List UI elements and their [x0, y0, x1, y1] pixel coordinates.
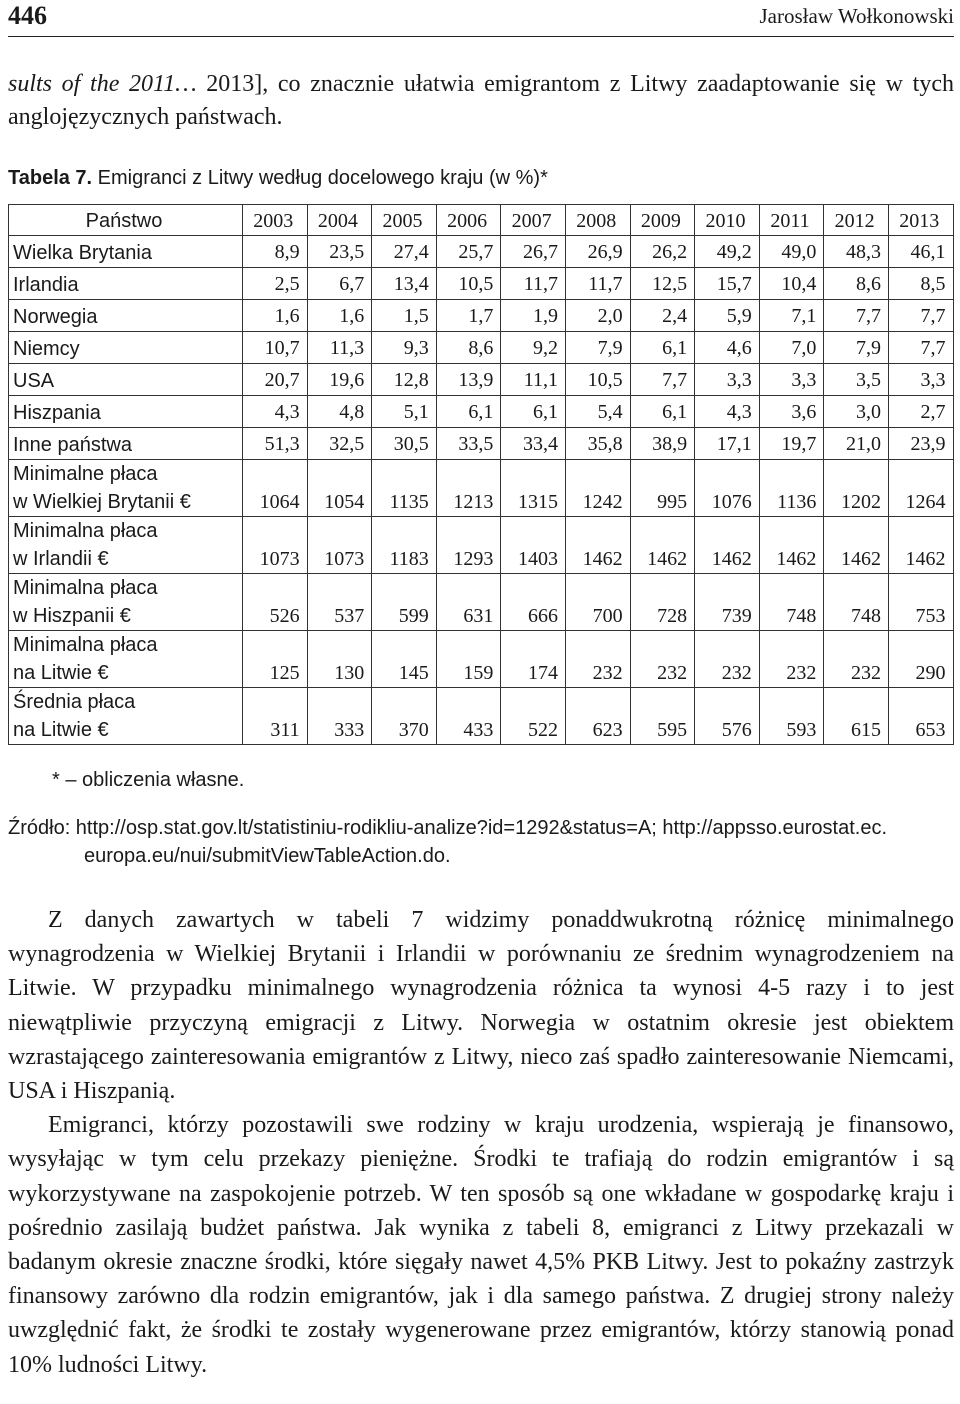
- table-cell: 748: [759, 574, 824, 631]
- country-label: Norwegia: [9, 300, 243, 332]
- wage-label-line-2: w Wielkiej Brytanii €: [13, 491, 191, 513]
- table-cell: 33,5: [436, 428, 501, 460]
- table-row: [9, 268, 954, 300]
- table-cell: 125: [243, 631, 308, 688]
- table-cell: 3,3: [695, 364, 760, 396]
- table-header-year: 2013: [888, 205, 953, 236]
- wage-label-line-2: w Hiszpanii €: [13, 605, 131, 627]
- table-cell: 1242: [565, 460, 630, 517]
- table-row: [9, 364, 954, 396]
- table-cell: 631: [436, 574, 501, 631]
- table-cell: 49,0: [759, 236, 824, 268]
- wage-label-line-1: Minimalna płaca: [13, 520, 158, 542]
- wage-label: [9, 517, 243, 574]
- wage-label-line-2: na Litwie €: [13, 719, 109, 741]
- table-header-year: 2012: [824, 205, 889, 236]
- table-cell: 1,5: [372, 300, 437, 332]
- table-cell: 1183: [372, 517, 437, 574]
- table-cell: 6,1: [436, 396, 501, 428]
- table-cell: 6,1: [501, 396, 566, 428]
- table-cell: 1054: [307, 460, 372, 517]
- table-cell: 159: [436, 631, 501, 688]
- table-cell: 174: [501, 631, 566, 688]
- table-cell: 8,6: [824, 268, 889, 300]
- table-cell: 3,6: [759, 396, 824, 428]
- table-cell: 33,4: [501, 428, 566, 460]
- country-label: USA: [9, 364, 243, 396]
- table-cell: 15,7: [695, 268, 760, 300]
- table-cell: 1,9: [501, 300, 566, 332]
- table-cell: 1202: [824, 460, 889, 517]
- table-header-year: 2007: [501, 205, 566, 236]
- table-cell: 700: [565, 574, 630, 631]
- table-cell: 1462: [565, 517, 630, 574]
- wage-label-line-2: na Litwie €: [13, 662, 109, 684]
- table-cell: 7,7: [630, 364, 695, 396]
- source-line-1: Źródło: http://osp.stat.gov.lt/statistiniu-rodikliu-analize?id=1292&status=A; http://appsso.eurostat.ec.: [8, 817, 888, 839]
- table-cell: 2,5: [243, 268, 308, 300]
- table-cell: 9,2: [501, 332, 566, 364]
- wage-label-line-1: Minimalna płaca: [13, 577, 158, 599]
- table-cell: 21,0: [824, 428, 889, 460]
- table-row: [9, 396, 954, 428]
- table-cell: 7,7: [888, 332, 953, 364]
- wage-label: [9, 460, 243, 517]
- table-cell: 1462: [695, 517, 760, 574]
- table-cell: 4,3: [695, 396, 760, 428]
- table-header-row: [9, 205, 954, 236]
- wage-label-line-1: Średnia płaca: [13, 691, 136, 713]
- table-cell: 11,1: [501, 364, 566, 396]
- table-cell: 38,9: [630, 428, 695, 460]
- table-cell: 8,5: [888, 268, 953, 300]
- table-cell: 623: [565, 688, 630, 745]
- table-cell: 46,1: [888, 236, 953, 268]
- table-cell: 4,3: [243, 396, 308, 428]
- table-cell: 593: [759, 688, 824, 745]
- table-cell: 19,7: [759, 428, 824, 460]
- table-cell: 11,7: [565, 268, 630, 300]
- table-row: [9, 300, 954, 332]
- table-cell: 6,7: [307, 268, 372, 300]
- table-cell: 10,5: [565, 364, 630, 396]
- country-label: Hiszpania: [9, 396, 243, 428]
- country-label: Irlandia: [9, 268, 243, 300]
- table-cell: 12,8: [372, 364, 437, 396]
- table-cell: 30,5: [372, 428, 437, 460]
- table-row: [9, 428, 954, 460]
- table-cell: 370: [372, 688, 437, 745]
- table-cell: 1,7: [436, 300, 501, 332]
- italic-title-fragment: sults of the 2011: [8, 71, 176, 97]
- table-cell: 130: [307, 631, 372, 688]
- table-cell: 1462: [759, 517, 824, 574]
- table-cell: 13,9: [436, 364, 501, 396]
- table-cell: 10,7: [243, 332, 308, 364]
- wage-row: [9, 574, 954, 631]
- table-cell: 995: [630, 460, 695, 517]
- table-header-year: 2006: [436, 205, 501, 236]
- table-cell: 11,3: [307, 332, 372, 364]
- table-cell: 1213: [436, 460, 501, 517]
- table-header-year: 2010: [695, 205, 760, 236]
- wage-label-line-1: Minimalne płaca: [13, 463, 158, 485]
- table-cell: 25,7: [436, 236, 501, 268]
- table-cell: 17,1: [695, 428, 760, 460]
- table-body: [9, 236, 954, 745]
- wage-label: [9, 574, 243, 631]
- table-row: [9, 332, 954, 364]
- table-cell: 3,3: [888, 364, 953, 396]
- table-cell: 4,6: [695, 332, 760, 364]
- paragraph: Emigranci, którzy pozostawili swe rodziny w kraju urodzenia, wspierają je finansowo, wysyłając w tym celu przekazy pieniężne. Środki te trafiają do rodzin emigrantów i są wykorzystywane na zaspokojenie potrzeb. W ten sposób są one wkładane w gospodarkę kraju i pośrednio zasilają budżet państwa. Jak wynika z tabeli 8, emigranci z Litwy przekazali w badanym okresie znaczne środki, które sięgały nawet 4,5% PKB Litwy. Jest to pokaźny zastrzyk finansowy zarówno dla rodzin emigrantów, jak i dla samego państwa. Z drugiej strony należy uwzględnić fakt, że środki te zostały wygenerowane przez emigrantów, którzy stanowią ponad 10% ludności Litwy.: [8, 1112, 954, 1378]
- wage-row: [9, 517, 954, 574]
- table-header-year: 2005: [372, 205, 437, 236]
- table-cell: 19,6: [307, 364, 372, 396]
- table-header-country: Państwo: [9, 205, 243, 236]
- country-label: Inne państwa: [9, 428, 243, 460]
- table-footnote: * – obliczenia własne.: [52, 769, 245, 791]
- paragraph: Z danych zawartych w tabeli 7 widzimy ponaddwukrotną różnicę minimalnego wynagrodzenia w Wielkiej Brytanii i Irlandii w porównaniu ze średnim wynagrodzeniem na Litwie. W przypadku minimalnego wynagrodzenia różnica ta wynosi 4-5 razy i to jest niewątpliwie przyczyną emigracji z Litwy. Norwegia w ostatnim okresie jest obiektem wzrastającego zainteresowania emigrantów z Litwy, nieco zaś spadło zainteresowanie Niemcami, USA i Hiszpanią.: [8, 907, 954, 1105]
- wage-row: [9, 688, 954, 745]
- table-cell: 7,0: [759, 332, 824, 364]
- table-cell: 23,9: [888, 428, 953, 460]
- table-cell: 1315: [501, 460, 566, 517]
- table-header-year: 2009: [630, 205, 695, 236]
- table-cell: 49,2: [695, 236, 760, 268]
- table-cell: 3,0: [824, 396, 889, 428]
- table-cell: 26,9: [565, 236, 630, 268]
- ellipsis: …: [175, 71, 197, 97]
- wage-label: [9, 631, 243, 688]
- table-cell: 5,4: [565, 396, 630, 428]
- table-cell: 7,9: [565, 332, 630, 364]
- table-cell: 1136: [759, 460, 824, 517]
- table-row: [9, 236, 954, 268]
- table-cell: 145: [372, 631, 437, 688]
- table-cell: 595: [630, 688, 695, 745]
- table-cell: 1462: [630, 517, 695, 574]
- table-cell: 5,1: [372, 396, 437, 428]
- table-cell: 20,7: [243, 364, 308, 396]
- table-cell: 7,7: [888, 300, 953, 332]
- table-cell: 333: [307, 688, 372, 745]
- table-cell: 1064: [243, 460, 308, 517]
- table-cell: 1264: [888, 460, 953, 517]
- table-cell: 3,5: [824, 364, 889, 396]
- source-line-2: europa.eu/nui/submitViewTableAction.do.: [84, 845, 451, 867]
- table-cell: 7,7: [824, 300, 889, 332]
- table-caption: [8, 164, 954, 192]
- table-cell: 2,4: [630, 300, 695, 332]
- table-cell: 11,7: [501, 268, 566, 300]
- wage-label-line-1: Minimalna płaca: [13, 634, 158, 656]
- table-cell: 26,7: [501, 236, 566, 268]
- table-cell: 1076: [695, 460, 760, 517]
- table-cell: 6,1: [630, 396, 695, 428]
- table-cell: 615: [824, 688, 889, 745]
- table-cell: 1073: [243, 517, 308, 574]
- table-header-year: 2003: [243, 205, 308, 236]
- table-cell: 311: [243, 688, 308, 745]
- table-cell: 26,2: [630, 236, 695, 268]
- table-cell: 576: [695, 688, 760, 745]
- table-cell: 1462: [824, 517, 889, 574]
- table-cell: 5,9: [695, 300, 760, 332]
- table-cell: 1462: [888, 517, 953, 574]
- page-number: 446: [8, 1, 47, 30]
- table-cell: 1073: [307, 517, 372, 574]
- table-cell: 753: [888, 574, 953, 631]
- table-cell: 6,1: [630, 332, 695, 364]
- table-cell: 526: [243, 574, 308, 631]
- table-cell: 232: [695, 631, 760, 688]
- continued-paragraph: [8, 68, 954, 134]
- table-header-year: 2008: [565, 205, 630, 236]
- wage-row: [9, 460, 954, 517]
- running-header-author: Jarosław Wołkonowski: [759, 4, 954, 28]
- wage-label: [9, 688, 243, 745]
- table-cell: 666: [501, 574, 566, 631]
- table-cell: 2,0: [565, 300, 630, 332]
- table-cell: 433: [436, 688, 501, 745]
- table-cell: 48,3: [824, 236, 889, 268]
- table-cell: 1293: [436, 517, 501, 574]
- table-cell: 232: [759, 631, 824, 688]
- table-cell: 10,5: [436, 268, 501, 300]
- table-cell: 232: [824, 631, 889, 688]
- table-cell: 12,5: [630, 268, 695, 300]
- table-cell: 32,5: [307, 428, 372, 460]
- table-cell: 4,8: [307, 396, 372, 428]
- table-cell: 23,5: [307, 236, 372, 268]
- table-cell: 13,4: [372, 268, 437, 300]
- wage-row: [9, 631, 954, 688]
- running-header: [8, 0, 954, 37]
- table-cell: 1403: [501, 517, 566, 574]
- table-cell: 8,6: [436, 332, 501, 364]
- table-cell: 1135: [372, 460, 437, 517]
- table-cell: 7,1: [759, 300, 824, 332]
- table-cell: 1,6: [307, 300, 372, 332]
- wage-label-line-2: w Irlandii €: [13, 548, 109, 570]
- table-cell: 537: [307, 574, 372, 631]
- table-cell: 51,3: [243, 428, 308, 460]
- table-cell: 599: [372, 574, 437, 631]
- table-cell: 232: [630, 631, 695, 688]
- table-cell: 8,9: [243, 236, 308, 268]
- table-cell: 232: [565, 631, 630, 688]
- table-caption-label: Tabela 7.: [8, 167, 93, 189]
- body-text: [8, 903, 954, 1382]
- table-cell: 10,4: [759, 268, 824, 300]
- country-label: Niemcy: [9, 332, 243, 364]
- table-source: [8, 814, 954, 870]
- table-header-year: 2004: [307, 205, 372, 236]
- table-cell: 748: [824, 574, 889, 631]
- table-cell: 7,9: [824, 332, 889, 364]
- table-cell: 653: [888, 688, 953, 745]
- table-cell: 3,3: [759, 364, 824, 396]
- table-cell: 35,8: [565, 428, 630, 460]
- table-cell: 2,7: [888, 396, 953, 428]
- table-cell: 1,6: [243, 300, 308, 332]
- table-cell: 27,4: [372, 236, 437, 268]
- table-cell: 728: [630, 574, 695, 631]
- table-cell: 739: [695, 574, 760, 631]
- table-header-year: 2011: [759, 205, 824, 236]
- table-cell: 290: [888, 631, 953, 688]
- continued-paragraph-text: 2013], co znacznie ułatwia emigrantom z Litwy zaadaptowanie się w tych anglojęzycznych państwach.: [8, 71, 954, 130]
- table-caption-text: Emigranci z Litwy według docelowego kraju (w %)*: [92, 167, 548, 189]
- emigrants-table: [8, 204, 954, 745]
- table-cell: 522: [501, 688, 566, 745]
- table-cell: 9,3: [372, 332, 437, 364]
- country-label: Wielka Brytania: [9, 236, 243, 268]
